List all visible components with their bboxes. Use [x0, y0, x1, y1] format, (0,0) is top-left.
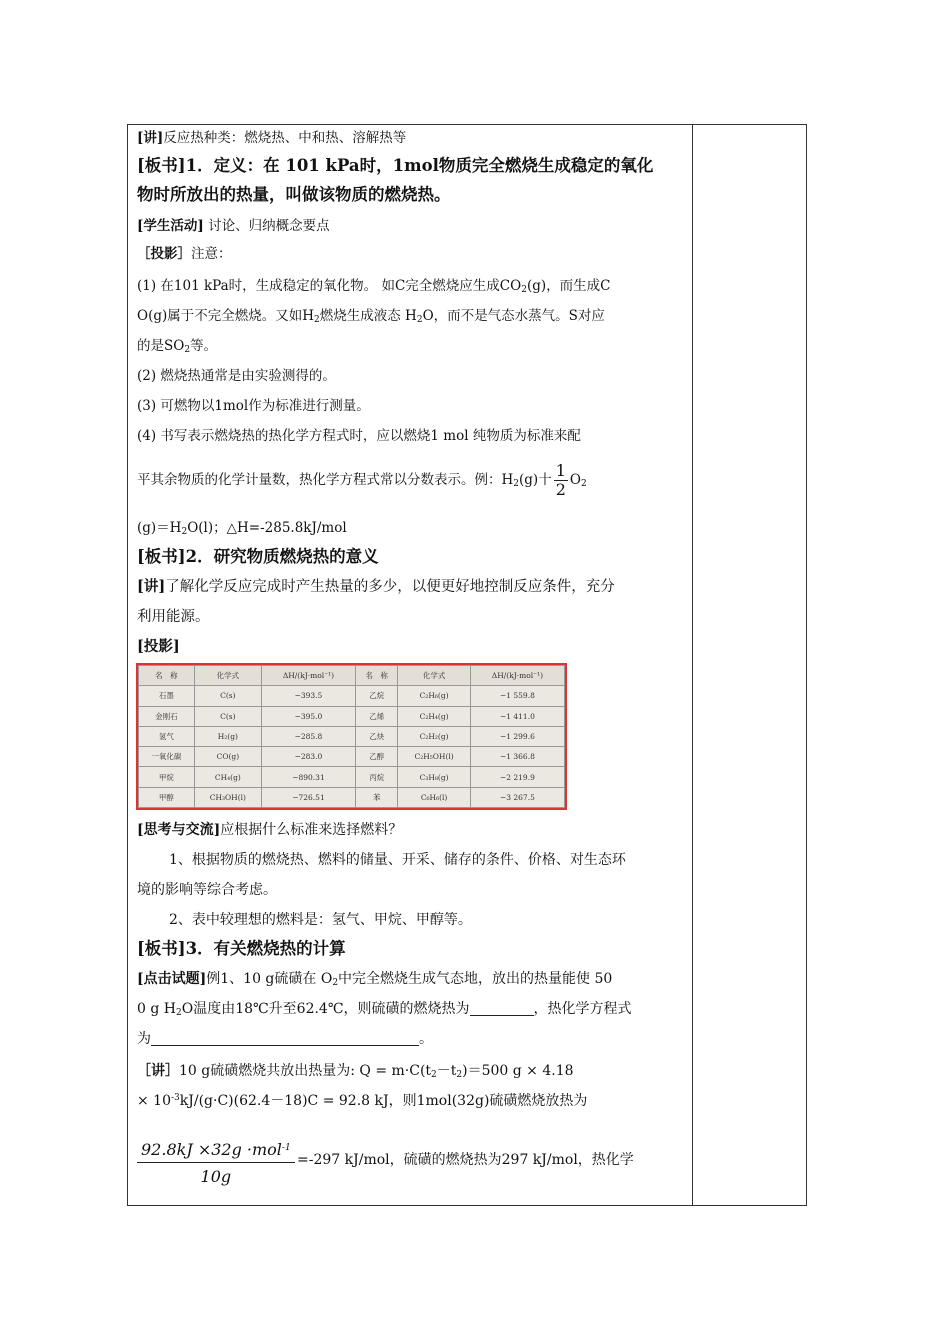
solution-line-1: ［讲］10 g硫磺燃烧共放出热量为: $Q = m\cdot C(t_2-t_2)=500$ g × 4.18: [137, 1063, 574, 1080]
line-student-activity: [学生活动] 讨论、归纳概念要点: [137, 218, 330, 234]
table-cell: −2 219.9: [470, 767, 564, 787]
table-header-row: [139, 666, 565, 686]
table-cell: C₂H₄(g): [398, 706, 470, 726]
combustion-heat-table: [136, 663, 567, 810]
heat-table: [138, 665, 565, 808]
line-projection-note: ［投影］注意：: [137, 246, 232, 262]
lecture-line-2: 利用能源。: [137, 609, 210, 625]
table-cell: −283.0: [261, 747, 355, 767]
column-divider: [692, 124, 693, 1206]
table-cell: 苯: [356, 787, 398, 807]
table-cell: 甲烷: [139, 767, 195, 787]
answer-blank-2[interactable]: [151, 1031, 419, 1046]
note-1-line-3: 的是$SO_2$等。: [137, 338, 218, 355]
table-cell: −726.51: [261, 787, 355, 807]
board-definition-line-2: 物时所放出的热量，叫做该物质的燃烧热。: [137, 185, 451, 204]
table-cell: C(s): [194, 706, 261, 726]
table-header: ΔH/(kJ·mol⁻¹): [261, 666, 355, 686]
table-row: [139, 787, 565, 807]
board-calculation: [板书]3．有关燃烧热的计算: [137, 939, 346, 958]
table-cell: −395.0: [261, 706, 355, 726]
table-cell: C₃H₈(g): [398, 767, 470, 787]
table-header: 名 称: [356, 666, 398, 686]
answer-2: 2、表中较理想的燃料是：氢气、甲烷、甲醇等。: [169, 912, 472, 928]
table-cell: 一氧化碳: [139, 747, 195, 767]
board-significance: [板书]2．研究物质燃烧热的意义: [137, 547, 379, 566]
example-line-3: 为 。: [137, 1031, 433, 1047]
table-cell: C₆H₆(l): [398, 787, 470, 807]
table-row: [139, 767, 565, 787]
table-row: [139, 747, 565, 767]
table-cell: −1 559.8: [470, 686, 564, 706]
example-line-2: 0 g $H_2O$温度由18℃升至62.4℃，则硫磺的燃烧热为 ，热化学方程式: [137, 1001, 632, 1018]
table-cell: 氢气: [139, 726, 195, 746]
table-cell: −285.8: [261, 726, 355, 746]
table-cell: 石墨: [139, 686, 195, 706]
table-cell: CH₃OH(l): [194, 787, 261, 807]
example-line-1: [点击试题]例1、10 g硫磺在 $O_2$中完全燃烧生成气态地，放出的热量能使 50: [137, 971, 613, 988]
table-cell: C₂H₂(g): [398, 726, 470, 746]
answer-1-line-1: 1、根据物质的燃烧热、燃料的储量、开采、储存的条件、价格、对生态环: [169, 852, 626, 868]
table-cell: 甲醇: [139, 787, 195, 807]
table-cell: C(s): [194, 686, 261, 706]
table-cell: 乙烷: [356, 686, 398, 706]
line-reaction-heat-types: [讲]反应热种类：燃烧热、中和热、溶解热等: [137, 130, 407, 146]
note-4-line-2: 平其余物质的化学计量数，热化学方程式常以分数表示。例：$H_2(g)$十 $\frac{1}{2}$ $O_2$: [137, 461, 587, 499]
note-4-line-1: (4) 书写表示燃烧热的热化学方程式时，应以燃烧1 mol 纯物质为标准来配: [137, 428, 581, 444]
note-3: (3) 可燃物以1mol作为标准进行测量。: [137, 398, 370, 414]
table-cell: CH₄(g): [194, 767, 261, 787]
note-2: (2) 燃烧热通常是由实验测得的。: [137, 368, 336, 384]
table-cell: 乙烯: [356, 706, 398, 726]
solution-line-2: × $10^{-3}kJ/(g\cdot C)(62.4-18)C = 92.8$ kJ，则1mol(32g)硫磺燃烧放热为: [137, 1093, 588, 1109]
table-header: 名 称: [139, 666, 195, 686]
table-cell: 丙烷: [356, 767, 398, 787]
answer-blank-1[interactable]: [470, 1001, 534, 1016]
table-header: ΔH/(kJ·mol⁻¹): [470, 666, 564, 686]
table-cell: −1 366.8: [470, 747, 564, 767]
board-definition-line-1: [板书]1．定义：在 101 kPa时，1mol物质完全燃烧生成稳定的氧化: [137, 156, 654, 175]
table-row: [139, 686, 565, 706]
heat-fraction: 92.8kJ ×32g ·mol$^{-1}$ 10g: [137, 1140, 295, 1186]
table-header: 化学式: [398, 666, 470, 686]
table-cell: C₂H₆(g): [398, 686, 470, 706]
table-row: [139, 706, 565, 726]
lecture-line-1: [讲]了解化学反应完成时产生热量的多少，以便更好地控制反应条件，充分: [137, 578, 615, 595]
table-cell: CO(g): [194, 747, 261, 767]
table-cell: −393.5: [261, 686, 355, 706]
answer-1-line-2: 境的影响等综合考虑。: [137, 882, 277, 898]
projection-label: [投影]: [137, 638, 180, 655]
table-row: [139, 726, 565, 746]
note-1-line-2: O(g)属于不完全燃烧。又如$H_2$燃烧生成液态 $H_2O$，而不是气态水蒸气。S对应: [137, 308, 605, 325]
table-cell: 乙炔: [356, 726, 398, 746]
table-header: 化学式: [194, 666, 261, 686]
note-4-line-3: $(g)=H_2O(l)$；△H=-285.8kJ/mol: [137, 520, 347, 537]
table-cell: −3 267.5: [470, 787, 564, 807]
table-cell: −890.31: [261, 767, 355, 787]
table-cell: −1 411.0: [470, 706, 564, 726]
fraction-half: $\frac{1}{2}$: [555, 461, 566, 499]
table-cell: −1 299.6: [470, 726, 564, 746]
table-cell: 乙醇: [356, 747, 398, 767]
think-discuss: [思考与交流]应根据什么标准来选择燃料？: [137, 822, 403, 838]
note-1-line-1: (1) 在101 kPa时，生成稳定的氧化物。 如C完全燃烧应生成$CO_2(g)$，而生成C: [137, 278, 611, 295]
table-cell: 金刚石: [139, 706, 195, 726]
solution-line-3: =-297 kJ/mol，硫磺的燃烧热为297 kJ/mol，热化学: [297, 1152, 634, 1168]
table-cell: H₂(g): [194, 726, 261, 746]
table-cell: C₂H₅OH(l): [398, 747, 470, 767]
